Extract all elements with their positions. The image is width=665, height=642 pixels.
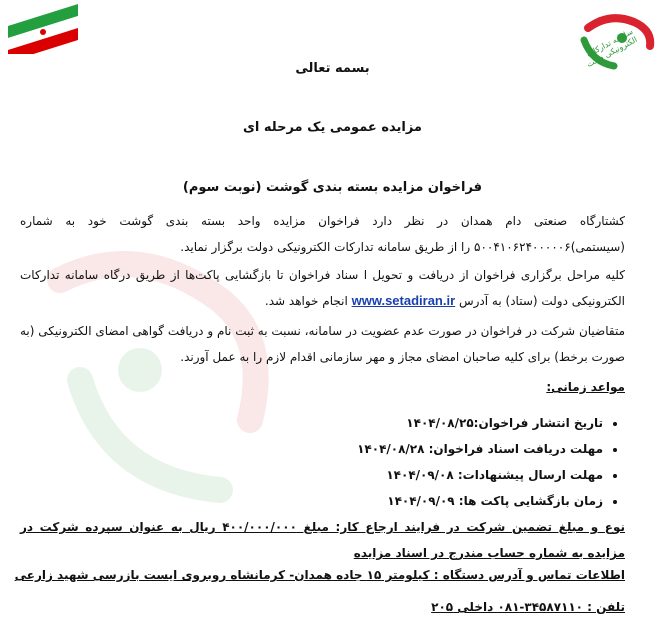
schedule-item: • مهلت ارسال پیشنهادات: ۱۴۰۴/۰۹/۰۸	[357, 462, 603, 488]
schedule-list	[357, 410, 625, 514]
paragraph-process-end: انجام خواهد شد.	[264, 294, 352, 308]
logo-caption: سامانه تدارکات الکترونیکی دولت	[585, 26, 639, 70]
paragraph-registration: متقاضیان شرکت در فراخوان در صورت عدم عضویت در سامانه، نسبت به ثبت نام و دریافت گواهی امضای الکترونیکی (به صورت برخط) برای کلیه صاحبان امضای مجاز و مهر سازمانی اقدام لازم را به عمل آورند.	[20, 324, 625, 364]
contact-info: اطلاعات تماس و آدرس دستگاه : کیلومتر ۱۵ جاده همدان- کرمانشاه روبروی ایست بازرسی شهید زارعی	[14, 568, 625, 582]
iran-flag-ribbon-icon	[8, 4, 78, 54]
schedule-item: • تاریخ انتشار فراخوان:۱۴۰۴/۰۸/۲۵	[357, 410, 603, 436]
paragraph-intro: کشتارگاه صنعتی دام همدان در نظر دارد فراخوان مزایده واحد بسته بندی گوشت خود به شماره (سیستمی)۵۰۰۴۱۰۶۲۴۰۰۰۰۰۶ را از طریق سامانه تدارکات الکترونیکی دولت برگزار نماید.	[20, 214, 625, 254]
page-title: مزایده عمومی یک مرحله ای	[243, 120, 422, 135]
schedule-item: • مهلت دریافت اسناد فراخوان: ۱۴۰۴/۰۸/۲۸	[357, 436, 603, 462]
guarantee-text: نوع و مبلغ تضمین شرکت در فرایند ارجاع کار: مبلغ ۴۰۰/۰۰۰/۰۰۰ ریال به عنوان سپرده شرکت در مزایده به شماره حساب مندرج در اسناد مزایده	[20, 520, 625, 560]
schedule-item: • زمان بازگشایی پاکت ها: ۱۴۰۴/۰۹/۰۹	[357, 488, 603, 514]
phone-info: تلفن : ۳۴۵۸۷۱۱۰-۰۸۱ داخلی ۲۰۵	[431, 600, 625, 614]
setadiran-link[interactable]: www.setadiran.ir	[351, 293, 456, 308]
paragraph-process	[20, 262, 625, 314]
besmellah-heading: بسمه تعالی	[295, 61, 370, 76]
page-subtitle: فراخوان مزایده بسته بندی گوشت (نوبت سوم)	[182, 180, 483, 195]
paragraph-process-text: کلیه مراحل برگزاری فراخوان از دریافت و تحویل ا سناد فراخوان تا بازگشایی پاکت‌ها از طریق درگاه سامانه تدارکات الکترونیکی دولت (ستاد) به آدرس	[20, 268, 625, 308]
schedule-title: مواعد زمانی:	[546, 380, 625, 394]
